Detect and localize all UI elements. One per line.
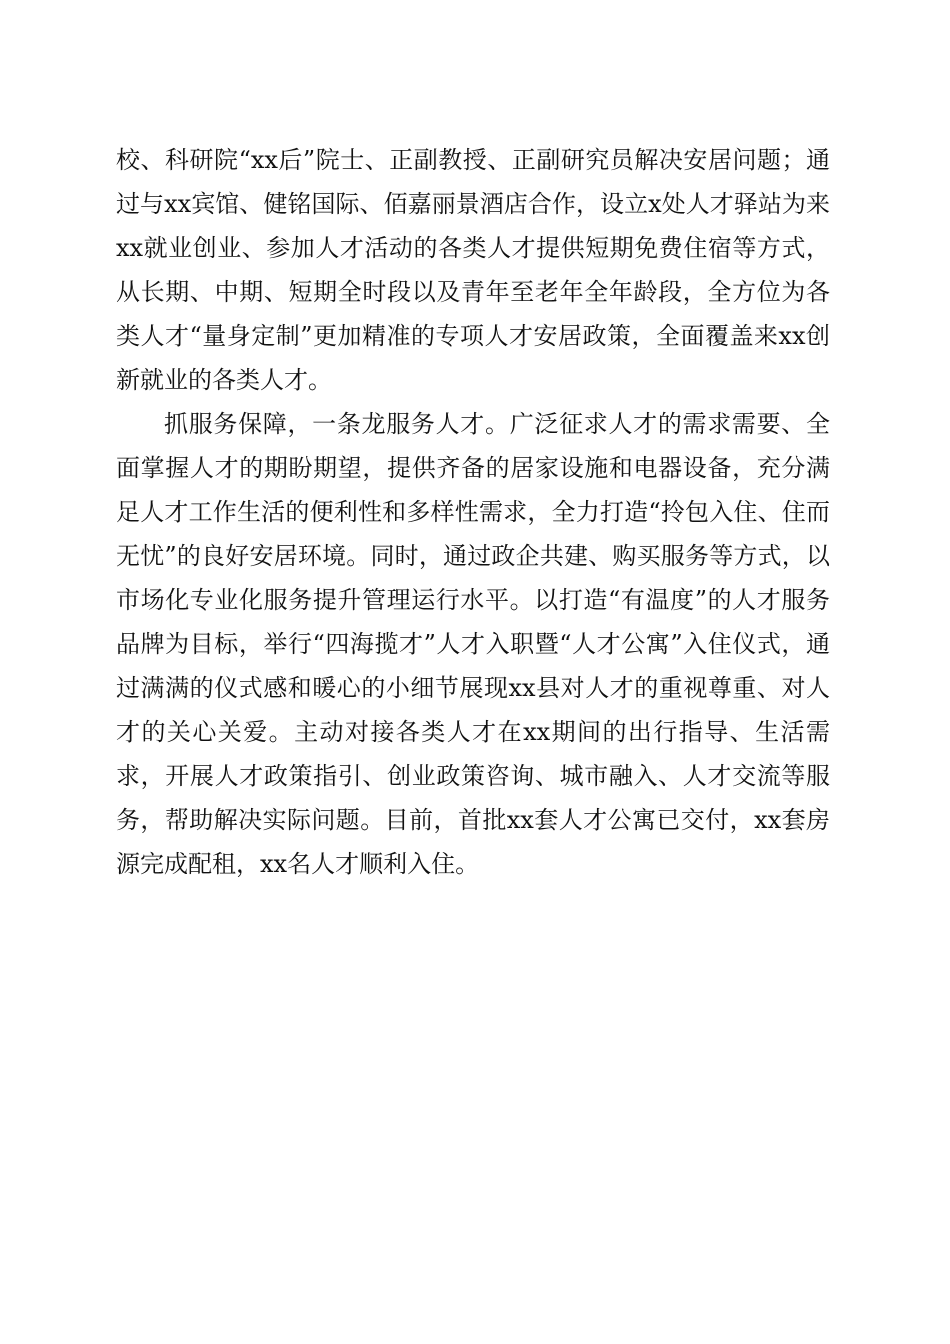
- document-body: [116, 138, 830, 886]
- paragraph-service-guarantee: 抓服务保障，一条龙服务人才。广泛征求人才的需求需要、全面掌握人才的期盼期望，提供齐备的居家设施和电器设备，充分满足人才工作生活的便利性和多样性需求，全力打造“拎包入住、住而无忧”的良好安居环境。同时，通过政企共建、购买服务等方式，以市场化专业化服务提升管理运行水平。以打造“有温度”的人才服务品牌为目标，举行“四海揽才”人才入职暨“人才公寓”入住仪式，通过满满的仪式感和暖心的小细节展现xx县对人才的重视尊重、对人才的关心关爱。主动对接各类人才在xx期间的出行指导、生活需求，开展人才政策指引、创业政策咨询、城市融入、人才交流等服务，帮助解决实际问题。目前，首批xx套人才公寓已交付，xx套房源完成配租，xx名人才顺利入住。: [116, 410, 830, 878]
- paragraph-housing-policy: 校、科研院“xx后”院士、正副教授、正副研究员解决安居问题；通过与xx宾馆、健铭国际、佰嘉丽景酒店合作，设立x处人才驿站为来xx就业创业、参加人才活动的各类人才提供短期免费住宿等方式，从长期、中期、短期全时段以及青年至老年全年龄段，全方位为各类人才“量身定制”更加精准的专项人才安居政策，全面覆盖来xx创新就业的各类人才。: [116, 146, 830, 394]
